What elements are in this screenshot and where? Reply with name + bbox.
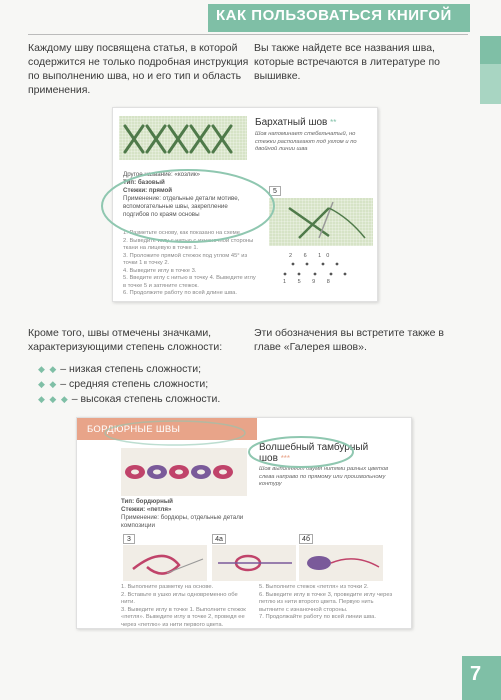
difficulty-dots-icon: ◆ ◆ [38,379,58,389]
highlight-ellipse [100,418,250,448]
legend-high: ◆ ◆ ◆ – высокая степень сложности. [38,393,221,405]
card2-meta: Тип: бордюрный Стежки: «петля» Применение: бордюры, отдельные детали композиции [121,498,244,529]
page-number: 7 [470,663,482,685]
chain-swatch [121,448,247,496]
card2-steps-left: 1. Выполните разметку на основе. 2. Вставьте в ушко иглы одновременно обе нити. 3. Выведите иглу в точке 1. Выполните стежок «петля». Выведите иглу в точке 2, проведя ее через «петлю» из нити первого цвета. [121,584,246,628]
side-stripe [480,36,501,64]
middle-right: Эти обозначения вы встретите также в главе «Галерея швов». [254,327,445,353]
side-stripe [480,64,501,104]
step-image [123,545,207,581]
example-card-chain [76,417,412,629]
step-label: 4б [299,534,313,544]
page-title: КАК ПОЛЬЗОВАТЬСЯ КНИГОЙ [216,7,452,24]
step-image [212,545,296,581]
page-number-box [462,656,501,700]
stitch-swatch [119,116,247,160]
intro-right: Вы также найдете все названия шва, которые встречаются в литературе по вышивке. [254,42,440,82]
step-label: 5 [269,186,281,196]
step-image [299,545,383,581]
card2-subtitle: Шов выполняют двумя нитями разных цветов слева направо по прямому или произвольному контуру [259,466,389,487]
needle-icon [269,198,373,246]
loop-icon [299,545,383,581]
card1-title: Бархатный шов ** [255,117,337,128]
difficulty-dots-icon: ◆ ◆ ◆ [38,394,69,404]
legend-low: ◆ ◆ – низкая степень сложности; [38,363,201,375]
step-image [269,198,373,246]
section-title: БОРДЮРНЫЕ ШВЫ [87,424,181,435]
card2-title: Волшебный тамбурный шов *** [259,442,369,464]
header-rule [28,34,468,35]
step-label: 4а [212,534,226,544]
highlight-ellipse [246,434,356,470]
loop-icon [212,545,296,581]
card2-steps-right: 5. Выполните стежок «петля» из точки 2. 6. Выведите иглу в точке 3, проведите иглу через петлю из нити второго цвета. Первую нить вытяните с изнаночной стороны. 7. Продолжайте работу по всей линии шва. [259,584,393,620]
cross-stitch-icon [119,116,247,160]
page-header [0,0,501,34]
highlight-ellipse [98,166,278,246]
step-label: 3 [123,534,135,544]
chain-stitch-icon [121,448,247,496]
middle-left: Кроме того, швы отмечены значками, характеризующими степень сложности: [28,327,223,353]
diagram-top: 2 6 10 [289,253,335,259]
difficulty-dots-icon: ◆ ◆ [38,364,58,374]
loop-icon [123,545,207,581]
legend-medium: ◆ ◆ – средняя степень сложности; [38,378,209,390]
card1-subtitle: Шов напоминает стебельчатый, но стежки располагают под углом и по двойной линии шва [255,131,357,152]
card1-steps: 1. Разметьте основу, как показано на схеме. 2. Выведите иглу с нитью с изнаночной стороны ткани на лицевую в точке 1. 3. Проложите прямой стежок под углом 45° из точки 1 в точку 2. 4. Выведите иглу в точке 3. 5. Введите иглу с нитью в точку 4. Выведите иглу в точке 5 и затяните стежок. 6. Продолжите работу по всей длине шва. [123,230,256,296]
intro-left: Каждому шву посвящена статья, в которой содержится не только подробная инструкция по выполнению шва, но и его тип и область применения. [28,42,249,96]
dot-diagram [269,260,373,280]
card1-meta: Другое название: «козлик» Тип: базовый Стежки: прямой Применение: отдельные детали мотиве, вспомогательные швы, закрепление подгибов по краям основы [123,171,240,218]
diagram-bottom: 1 5 9 8 [283,279,335,285]
